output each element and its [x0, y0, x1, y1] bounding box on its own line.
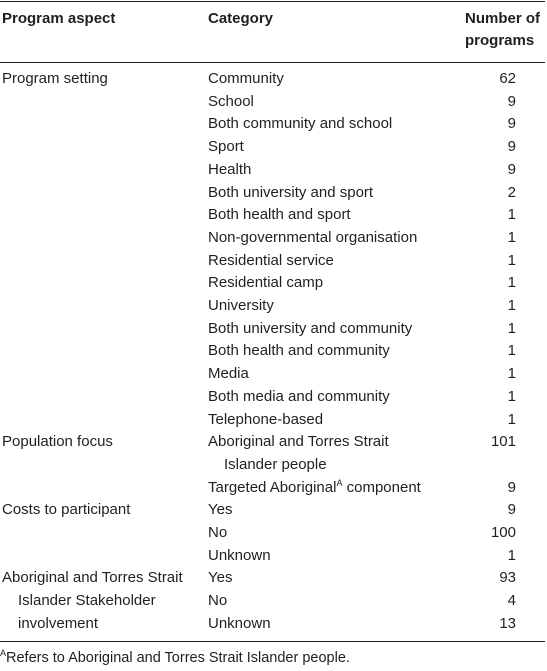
count-cell: 9 — [507, 138, 516, 156]
aspect-cell — [0, 136, 208, 159]
header-category: Category — [208, 10, 274, 27]
category-cell — [208, 431, 465, 476]
aspect-cell — [0, 545, 208, 568]
category-cell: Media — [208, 365, 249, 383]
count-cell: 62 — [499, 70, 516, 87]
footnote-text: Refers to Aboriginal and Torres Strait Islander people. — [6, 650, 350, 666]
category-cell: Both health and community — [208, 342, 390, 360]
count-cell: 93 — [499, 569, 516, 587]
aspect-line-continued: Islander Stakeholder — [18, 592, 156, 610]
category-cell: Unknown — [208, 546, 271, 564]
count-cell: 9 — [507, 115, 516, 133]
category-cell: Sport — [208, 138, 244, 156]
table-row — [0, 431, 545, 476]
category-cell: Non-governmental organisation — [208, 228, 418, 246]
table-row — [0, 227, 545, 250]
category-line-continued: Islander people — [224, 455, 327, 473]
table-row — [0, 159, 545, 182]
header-number-of-programs — [465, 0, 545, 63]
count-cell: 1 — [507, 319, 516, 337]
table-row — [0, 63, 545, 91]
count-cell: 101 — [490, 433, 516, 451]
aspect-cell — [0, 204, 208, 227]
count-cell: 9 — [507, 160, 516, 178]
aspect-cell — [0, 318, 208, 341]
header-number-line1: Number of — [465, 10, 540, 27]
count-cell: 1 — [507, 228, 516, 246]
category-cell: Telephone-based — [208, 410, 324, 428]
table-row — [0, 204, 545, 227]
table-row — [0, 567, 545, 590]
table-row — [0, 295, 545, 318]
category-cell: Yes — [208, 501, 233, 519]
table-row — [0, 91, 545, 114]
aspect-cell — [0, 295, 208, 318]
table-row — [0, 499, 545, 522]
category-line: Aboriginal and Torres Strait — [208, 433, 389, 451]
category-cell — [208, 477, 465, 500]
aspect-cell — [0, 227, 208, 250]
count-cell: 1 — [507, 206, 516, 224]
table-row — [0, 318, 545, 341]
header-number-line2: programs — [465, 32, 535, 49]
category-cell: No — [208, 524, 228, 542]
table-row — [0, 409, 545, 432]
aspect-cell: Population focus — [2, 433, 113, 451]
count-cell: 2 — [507, 183, 516, 201]
table-row — [0, 386, 545, 409]
aspect-cell — [0, 409, 208, 432]
count-cell: 1 — [507, 410, 516, 428]
table-row — [0, 136, 545, 159]
aspect-cell — [0, 363, 208, 386]
count-cell: 4 — [507, 592, 516, 610]
aspect-cell — [0, 477, 208, 500]
count-cell: 9 — [507, 478, 516, 496]
category-cell: Both community and school — [208, 115, 393, 133]
category-text-suffix: component — [342, 478, 421, 496]
aspect-cell — [0, 272, 208, 295]
aspect-cell — [0, 567, 208, 635]
category-cell: Both university and community — [208, 319, 413, 337]
count-cell: 9 — [507, 92, 516, 110]
aspect-cell — [0, 250, 208, 273]
category-cell: Residential camp — [208, 274, 324, 292]
count-cell: 1 — [507, 342, 516, 360]
table-row — [0, 272, 545, 295]
category-cell: Unknown — [208, 614, 271, 632]
category-cell: Yes — [208, 569, 233, 587]
count-cell: 9 — [507, 501, 516, 519]
table-footnote — [0, 648, 350, 668]
aspect-line-continued: involvement — [18, 614, 99, 632]
category-cell: Both university and sport — [208, 183, 374, 201]
category-cell: Community — [208, 70, 284, 87]
table-row — [0, 250, 545, 273]
category-cell: Both health and sport — [208, 206, 351, 224]
aspect-cell — [0, 340, 208, 363]
table-row — [0, 363, 545, 386]
category-cell: School — [208, 92, 254, 110]
category-cell: University — [208, 297, 274, 315]
header-row — [0, 0, 545, 63]
count-cell: 1 — [507, 274, 516, 292]
table-row — [0, 545, 545, 568]
aspect-cell: Program setting — [2, 70, 108, 87]
table-body — [0, 63, 545, 636]
header-program-aspect: Program aspect — [2, 10, 116, 27]
aspect-cell — [0, 159, 208, 182]
table-row — [0, 182, 545, 205]
count-cell: 1 — [507, 546, 516, 564]
category-cell: Both media and community — [208, 387, 390, 405]
aspect-line: Aboriginal and Torres Strait — [2, 569, 183, 587]
footnote-marker: A — [336, 477, 343, 488]
category-text: Targeted Aboriginal — [208, 478, 337, 496]
count-cell: 1 — [507, 251, 516, 269]
aspect-cell — [0, 522, 208, 545]
aspect-cell — [0, 182, 208, 205]
aspect-cell — [0, 91, 208, 114]
aspect-cell — [0, 386, 208, 409]
footnote-marker: A — [0, 648, 7, 658]
aspect-cell: Costs to participant — [2, 501, 131, 519]
table-row — [0, 340, 545, 363]
count-cell: 1 — [507, 365, 516, 383]
count-cell: 13 — [499, 614, 516, 632]
table-row — [0, 113, 545, 136]
category-cell: Residential service — [208, 251, 334, 269]
table-row — [0, 522, 545, 545]
count-cell: 100 — [490, 524, 516, 542]
bottom-rule — [0, 641, 545, 642]
count-cell: 1 — [507, 297, 516, 315]
category-cell: No — [208, 592, 228, 610]
table-row — [0, 477, 545, 500]
count-cell: 1 — [507, 387, 516, 405]
category-cell: Health — [208, 160, 252, 178]
aspect-cell — [0, 113, 208, 136]
